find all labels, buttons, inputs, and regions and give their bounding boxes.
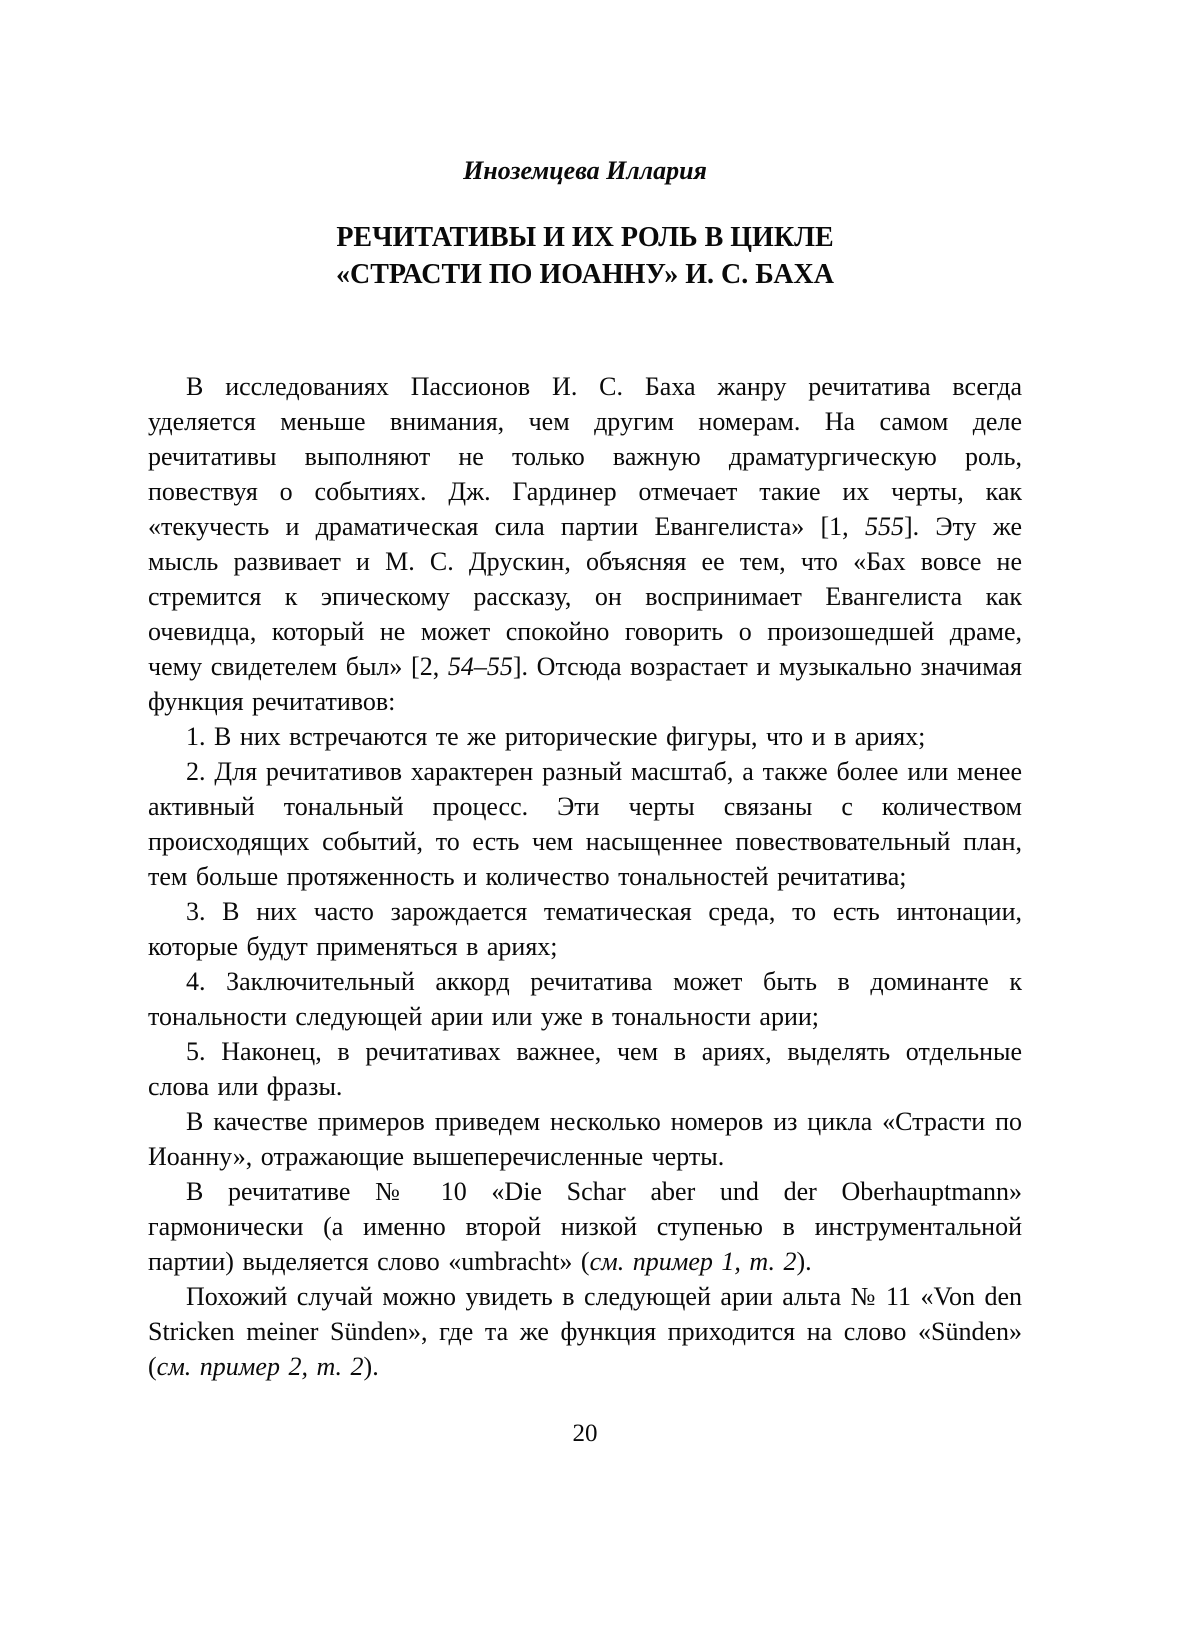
text-segment: 2. Для речитативов характерен разный масштаб, а также более или менее активный тональный процесс. Эти черты связаны с количеством происходящих событий, то есть чем насыщеннее повествовательный план, тем больше протяженность и количество тональностей речитатива; bbox=[148, 757, 1022, 891]
paragraph bbox=[148, 1104, 1022, 1174]
text-segment: ]. Отсюда возрастает и музыкально значимая функция речитативов: bbox=[148, 652, 1022, 716]
paragraph bbox=[148, 1034, 1022, 1104]
text-segment-italic: см. пример 2, т. 2 bbox=[156, 1352, 364, 1381]
page-number: 20 bbox=[572, 1420, 598, 1447]
title-line-2: «СТРАСТИ ПО ИОАННУ» И. С. БАХА bbox=[335, 259, 834, 290]
text-segment: 1. В них встречаются те же риторические фигуры, что и в ариях; bbox=[186, 722, 926, 751]
paragraph bbox=[148, 964, 1022, 1034]
article-title bbox=[148, 219, 1022, 293]
paragraph bbox=[148, 369, 1022, 719]
text-segment: В исследованиях Пассионов И. С. Баха жанру речитатива всегда уделяется меньше внимания, чем другим номерам. На самом деле речитативы выполняют не только важную драматургическую роль, повествуя о событиях. Дж. Гардинер отмечает такие их черты, как «текучесть и драматическая сила партии Евангелиста» [1, bbox=[148, 372, 1022, 541]
text-segment-italic: 555 bbox=[864, 512, 904, 541]
text-segment: В качестве примеров приведем несколько номеров из цикла «Страсти по Иоанну», отражающие вышеперечисленные черты. bbox=[148, 1107, 1022, 1171]
text-segment: ). bbox=[796, 1247, 812, 1276]
text-segment-italic: см. пример 1, т. 2 bbox=[589, 1247, 797, 1276]
text-segment: 5. Наконец, в речитативах важнее, чем в ариях, выделять отдельные слова или фразы. bbox=[148, 1037, 1022, 1101]
author-name: Иноземцева Иллария bbox=[463, 156, 707, 185]
text-segment: ). bbox=[363, 1352, 379, 1381]
text-segment-italic: 54–55 bbox=[447, 652, 513, 681]
paragraph bbox=[148, 1279, 1022, 1384]
text-segment: 4. Заключительный аккорд речитатива может быть в доминанте к тональности следующей арии или уже в тональности арии; bbox=[148, 967, 1022, 1031]
paragraph bbox=[148, 754, 1022, 894]
title-line-1: РЕЧИТАТИВЫ И ИХ РОЛЬ В ЦИКЛЕ bbox=[336, 222, 834, 253]
text-segment: ]. Эту же мысль развивает и М. С. Друскин, объясняя ее тем, что «Бах вовсе не стремится к эпическому рассказу, он воспринимает Евангелиста как очевидца, который не может спокойно говорить о произошедшей драме, чему свидетелем был» [2, bbox=[148, 512, 1022, 681]
text-segment: В речитативе № 10 «Die Schar aber und der Oberhauptmann» гармонически (а именно второй низкой ступенью в инструментальной партии) выделяется слово «umbracht» ( bbox=[148, 1177, 1022, 1276]
article-body bbox=[148, 369, 1022, 1384]
paragraph bbox=[148, 719, 1022, 754]
paragraph bbox=[148, 1174, 1022, 1279]
text-segment: Похожий случай можно увидеть в следующей арии альта № 11 «Von den Stricken meiner Sünden», где та же функция приходится на слово «Sünden» ( bbox=[148, 1282, 1022, 1381]
text-segment: 3. В них часто зарождается тематическая среда, то есть интонации, которые будут применяться в ариях; bbox=[148, 897, 1022, 961]
paragraph bbox=[148, 894, 1022, 964]
